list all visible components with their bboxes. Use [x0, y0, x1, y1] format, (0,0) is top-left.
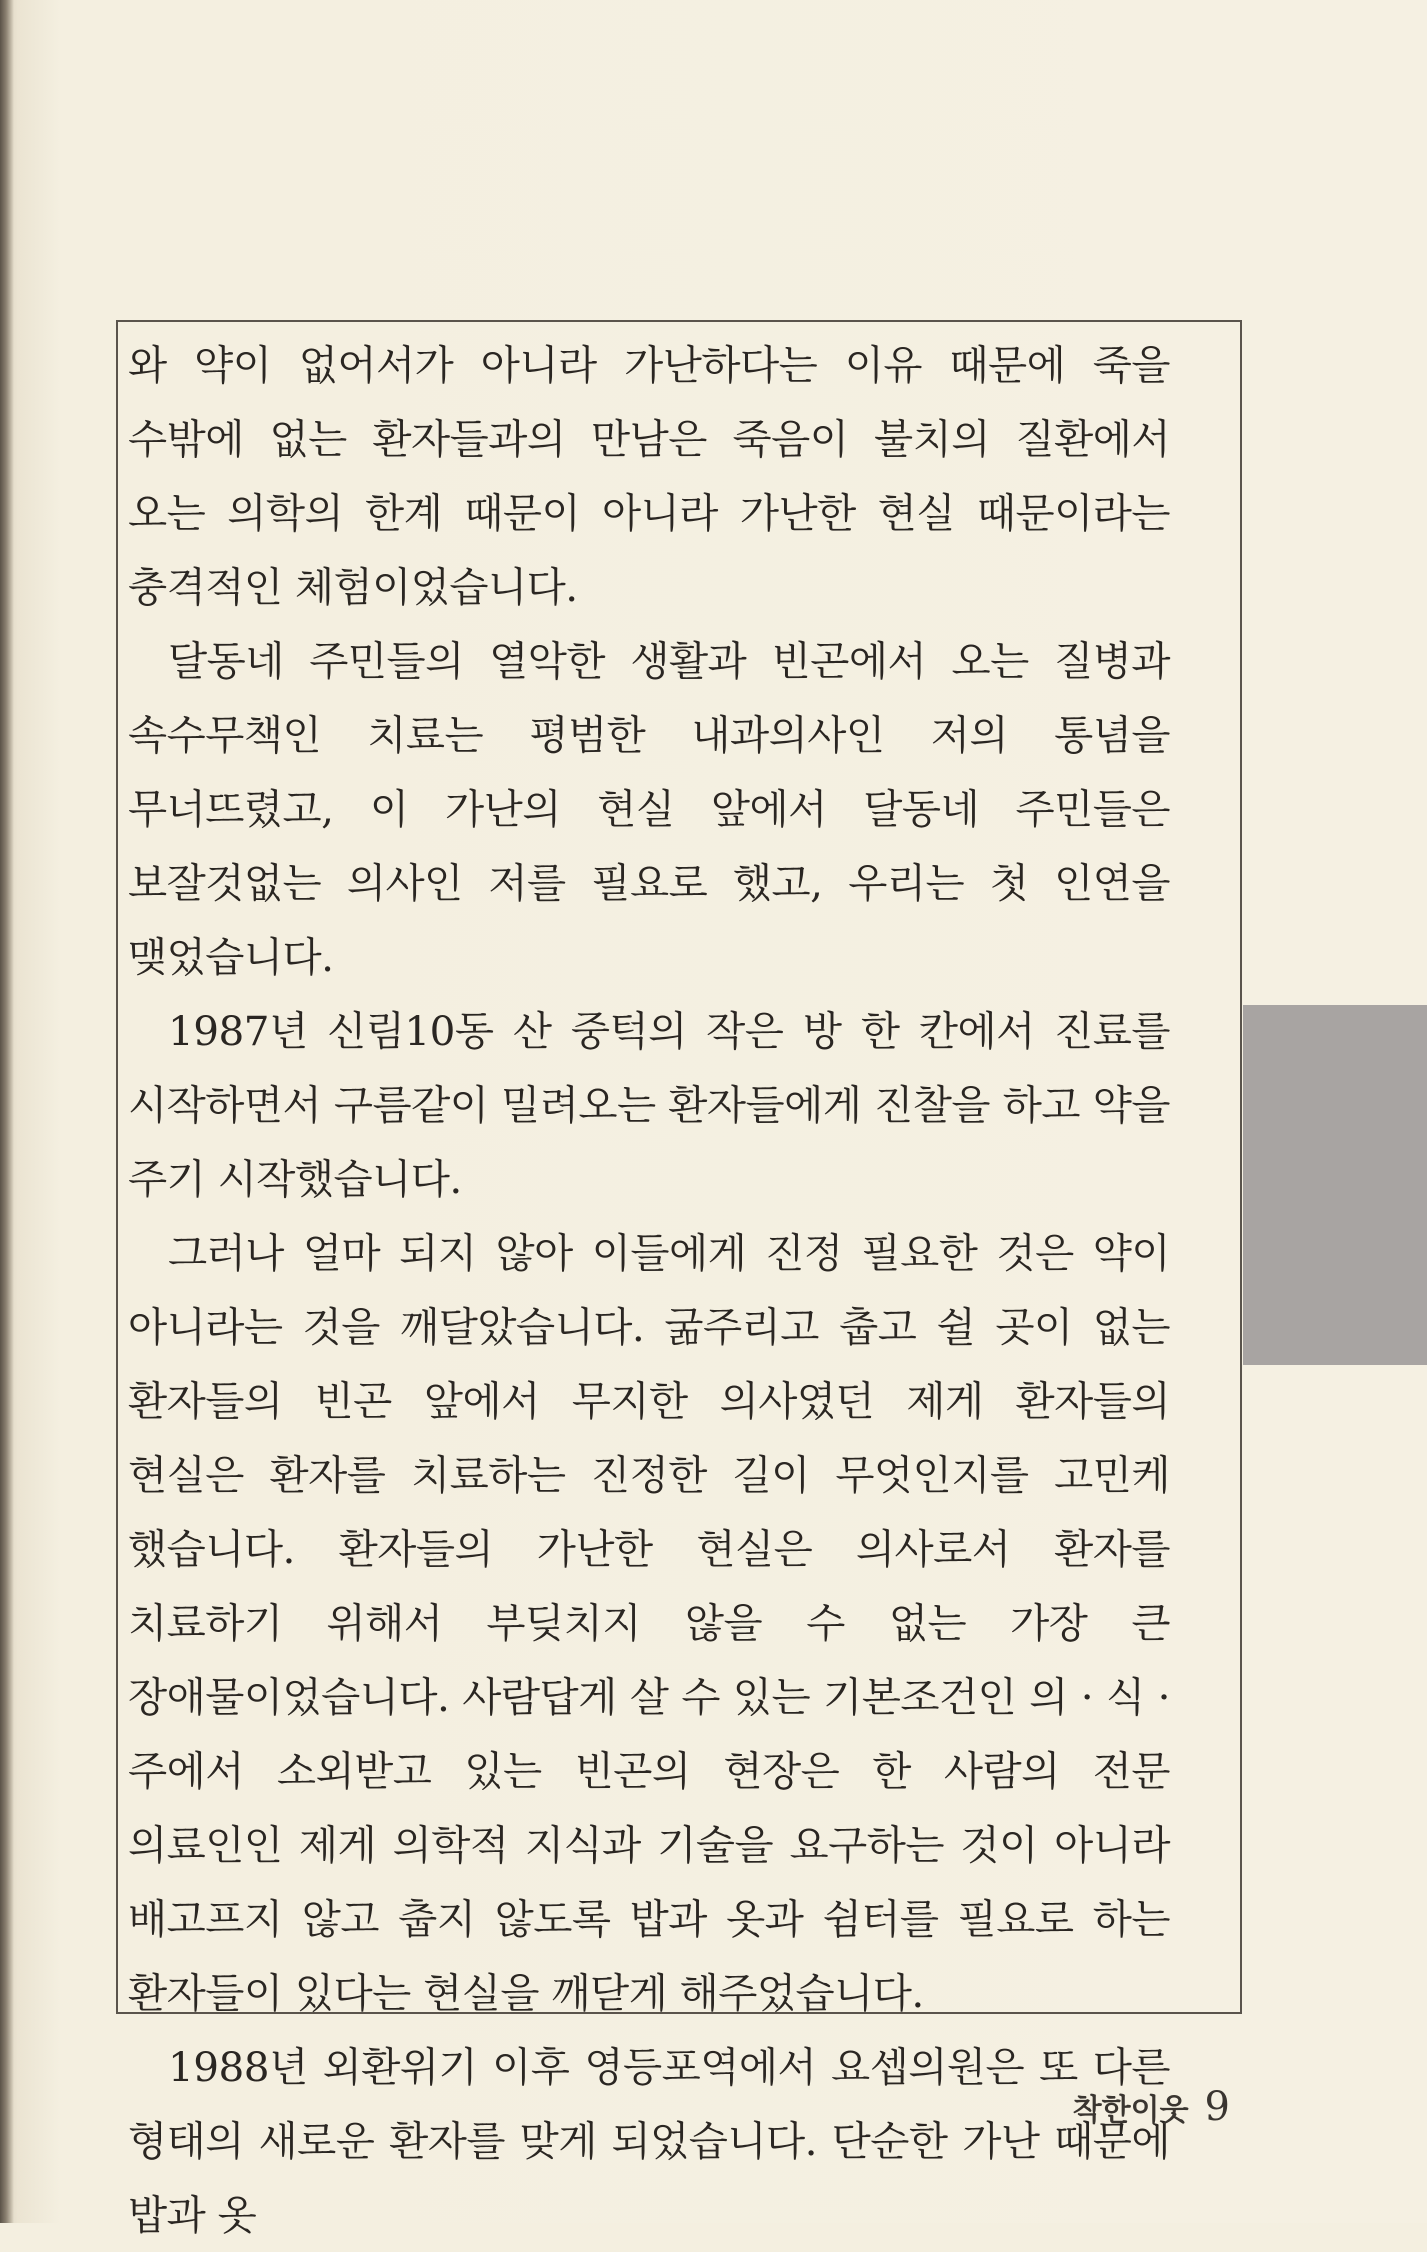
page-footer — [1073, 2084, 1230, 2130]
paragraph-3: 1987년 신림10동 산 중턱의 작은 방 한 칸에서 진료를 시작하면서 구름같이 밀려오는 환자들에게 진찰을 하고 약을 주기 시작했습니다. — [128, 1007, 1170, 1203]
chapter-side-tab — [1243, 1005, 1427, 1365]
paragraph-1: 와 약이 없어서가 아니라 가난하다는 이유 때문에 죽을 수밖에 없는 환자들과의 만남은 죽음이 불치의 질환에서 오는 의학의 한계 때문이 아니라 가난한 현실 때문이라는 충격적인 체험이었습니다. — [128, 341, 1170, 611]
body-text — [128, 328, 1170, 2252]
paragraph-4: 그러나 얼마 되지 않아 이들에게 진정 필요한 것은 약이 아니라는 것을 깨달았습니다. 굶주리고 춥고 쉴 곳이 없는 환자들의 빈곤 앞에서 무지한 의사였던 제게 환자들의 현실은 환자를 치료하는 진정한 길이 무엇인지를 고민케 했습니다. 환자들의 가난한 현실은 의사로서 환자를 치료하기 위해서 부딪치지 않을 수 없는 가장 큰 장애물이었습니다. 사람답게 살 수 있는 기본조건인 의 · 식 · 주에서 소외받고 있는 빈곤의 현장은 한 사람의 전문 의료인인 제게 의학적 지식과 기술을 요구하는 것이 아니라 배고프지 않고 춥지 않도록 밥과 옷과 쉼터를 필요로 하는 환자들이 있다는 현실을 깨닫게 해주었습니다. — [128, 1229, 1170, 2017]
paragraph-5: 1988년 외환위기 이후 영등포역에서 요셉의원은 또 다른 형태의 새로운 환자를 맞게 되었습니다. 단순한 가난 때문에 밥과 옷 — [128, 2043, 1170, 2239]
spine-shadow — [0, 0, 14, 2223]
running-title: 착한이웃 — [1072, 2093, 1189, 2128]
page-number: 9 — [1204, 2084, 1230, 2130]
paragraph-2: 달동네 주민들의 열악한 생활과 빈곤에서 오는 질병과 속수무책인 치료는 평범한 내과의사인 저의 통념을 무너뜨렸고, 이 가난의 현실 앞에서 달동네 주민들은 보잘것없는 의사인 저를 필요로 했고, 우리는 첫 인연을 맺었습니다. — [128, 637, 1170, 981]
